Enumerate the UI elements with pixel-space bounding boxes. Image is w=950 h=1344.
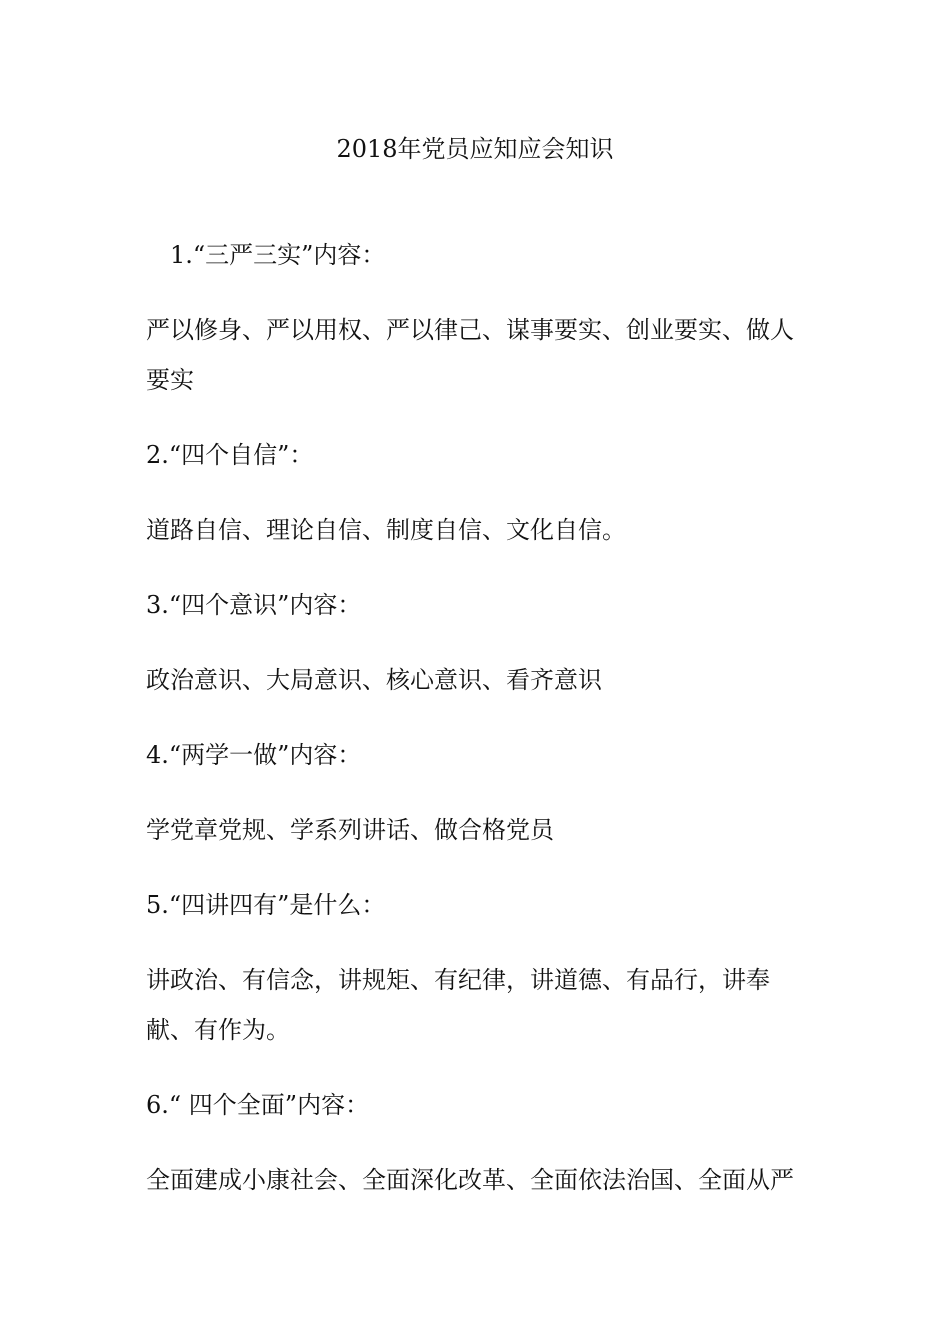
heading-item-5: 5.“四讲四有”是什么：	[146, 891, 386, 919]
answer-item-6: 全面建成小康社会、全面深化改革、全面依法治国、全面从严	[146, 1166, 794, 1194]
answer-item-1: 严以修身、严以用权、严以律己、谋事要实、创业要实、做人要实	[146, 316, 794, 394]
document-title: 2018年党员应知应会知识	[336, 135, 614, 163]
answer-item-2: 道路自信、理论自信、制度自信、文化自信。	[146, 516, 626, 544]
heading-item-1: 1.“三严三实”内容：	[170, 241, 386, 269]
heading-item-3: 3.“四个意识”内容：	[146, 591, 362, 619]
answer-item-5: 讲政治、有信念，讲规矩、有纪律，讲道德、有品行，讲奉献、有作为。	[146, 966, 770, 1044]
heading-item-2: 2.“四个自信”：	[146, 441, 314, 469]
heading-item-6: 6.“ 四个全面”内容：	[146, 1091, 370, 1119]
document-body	[146, 230, 814, 1230]
answer-item-4: 学党章党规、学系列讲话、做合格党员	[146, 816, 554, 844]
heading-item-4: 4.“两学一做”内容：	[146, 741, 362, 769]
answer-item-3: 政治意识、大局意识、核心意识、看齐意识	[146, 666, 602, 694]
